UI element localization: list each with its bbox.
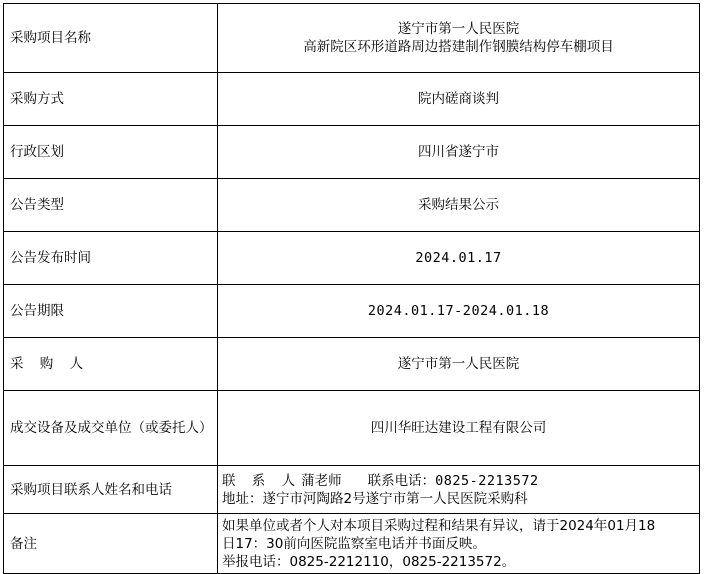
procurement-result-table: [3, 3, 700, 574]
label-period: 公告期限: [4, 285, 218, 338]
row-remarks: [4, 514, 700, 574]
row-contact: [4, 466, 700, 514]
label-region: 行政区划: [4, 126, 218, 179]
label-project-name: 采购项目名称: [4, 4, 218, 73]
project-name-line-2: 高新院区环形道路周边搭建制作钢膜结构停车棚项目: [303, 39, 614, 55]
row-region: [4, 126, 700, 179]
value-publish-time: 2024.01.17: [218, 232, 700, 285]
remarks-line-1: 如果单位或者个人对本项目采购过程和结果有异议，请于2024年01月18: [222, 517, 656, 534]
label-purchaser: [4, 338, 218, 391]
value-contact: [218, 466, 700, 514]
label-notice-type: 公告类型: [4, 179, 218, 232]
row-notice-type: [4, 179, 700, 232]
label-remarks: 备注: [4, 514, 218, 574]
row-winner: [4, 391, 700, 466]
value-notice-type: 采购结果公示: [218, 179, 700, 232]
contact-address: 地址：遂宁市河陶路2号遂宁市第一人民医院采购科: [222, 490, 528, 507]
label-winner: [4, 391, 218, 466]
project-name-line-1: 遂宁市第一人民医院: [397, 21, 520, 37]
row-project-name: [4, 4, 700, 73]
label-method: 采购方式: [4, 73, 218, 126]
purchaser-label-text: 采 购 人: [10, 356, 90, 372]
row-purchaser: [4, 338, 700, 391]
winner-label-text: 成交设备及成交单位（或委托人）: [10, 420, 213, 436]
value-period: 2024.01.17-2024.01.18: [218, 285, 700, 338]
remarks-line-3: 举报电话：0825-2212110，0825-2213572。: [222, 553, 516, 570]
value-winner: 四川华旺达建设工程有限公司: [218, 391, 700, 466]
value-project-name: [218, 4, 700, 73]
label-contact: 采购项目联系人姓名和电话: [4, 466, 218, 514]
contact-person-label: 联 系 人: [222, 472, 302, 489]
value-purchaser: 遂宁市第一人民医院: [218, 338, 700, 391]
label-publish-time: 公告发布时间: [4, 232, 218, 285]
contact-line-1: [222, 472, 699, 490]
value-region: 四川省遂宁市: [218, 126, 700, 179]
contact-phone-label: 联系电话：: [367, 472, 436, 489]
contact-person-name: 蒲老师: [301, 472, 342, 489]
row-method: [4, 73, 700, 126]
row-publish-time: [4, 232, 700, 285]
value-remarks: [218, 514, 700, 574]
value-method: 院内磋商谈判: [218, 73, 700, 126]
remarks-line-2: 日17：30前向医院监察室电话并书面反映。: [222, 535, 486, 552]
contact-phone: 0825-2213572: [435, 472, 539, 489]
row-period: [4, 285, 700, 338]
